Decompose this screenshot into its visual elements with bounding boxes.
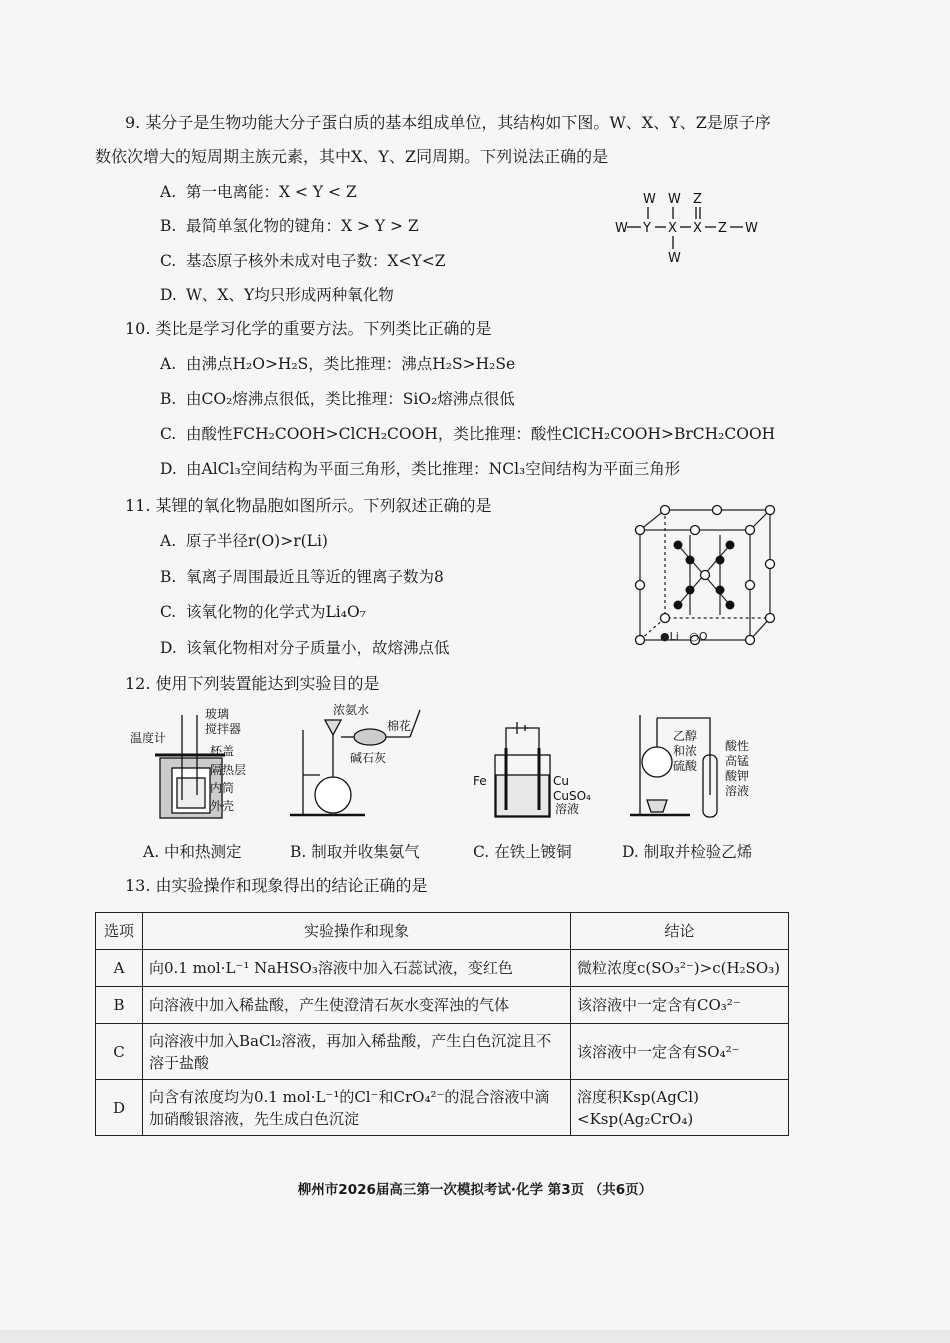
- q12-apparatus-figure: [125, 700, 785, 830]
- row-c-conclusion: 该溶液中一定含有SO₄²⁻: [571, 1024, 789, 1080]
- c-label-cu: Cu: [553, 774, 569, 788]
- q11-legend: [660, 630, 708, 643]
- atom-w-top1: W: [643, 192, 656, 207]
- q10-stem: 10. 类比是学习化学的重要方法。下列类比正确的是: [125, 319, 492, 338]
- q10-option-a: A. 由沸点H₂O>H₂S，类比推理：沸点H₂S>H₂Se: [160, 355, 516, 373]
- q10-option-d: D. 由AlCl₃空间结构为平面三角形，类比推理：NCl₃空间结构为平面三角形: [160, 460, 681, 478]
- q10-option-c: C. 由酸性FCH₂COOH>ClCH₂COOH，类比推理：酸性ClCH₂COOH>BrCH₂COOH: [160, 425, 776, 443]
- a-label-thermometer: 温度计: [130, 731, 167, 745]
- q9-option-d: D. W、X、Y均只形成两种氧化物: [160, 286, 394, 304]
- q11-option-d: D. 该氧化物相对分子质量小，故熔沸点低: [160, 639, 450, 657]
- d-label-k1: 酸性: [725, 739, 750, 753]
- d-label-2: 和浓: [673, 744, 698, 758]
- a-label-lid: 杯盖: [210, 744, 235, 758]
- q12-caption-c: C. 在铁上镀铜: [473, 843, 572, 861]
- a-label-insulation: 隔热层: [210, 763, 247, 777]
- atom-z-top: Z: [693, 192, 702, 207]
- row-a-operation: 向0.1 mol·L⁻¹ NaHSO₃溶液中加入石蕊试液，变红色: [143, 950, 571, 987]
- row-c-operation: 向溶液中加入BaCl₂溶液，再加入稀盐酸，产生白色沉淀且不溶于盐酸: [143, 1024, 571, 1080]
- atom-y: Y: [643, 221, 651, 236]
- c-label-solution: 溶液: [555, 802, 580, 816]
- q13-table: [95, 912, 789, 1136]
- o-legend-icon: ○: [689, 630, 699, 643]
- atom-z-right: Z: [718, 221, 727, 236]
- o-legend-label: O: [698, 630, 708, 643]
- row-c-option: C: [96, 1024, 143, 1080]
- atom-w-left: W: [615, 221, 628, 236]
- q9-option-c: C. 基态原子核外未成对电子数：X<Y<Z: [160, 252, 446, 270]
- atom-x2: X: [693, 221, 702, 236]
- scan-edge: [0, 1330, 950, 1343]
- q10-option-b: B. 由CO₂熔沸点很低，类比推理：SiO₂熔沸点很低: [160, 390, 515, 408]
- c-label-fe: Fe: [473, 774, 487, 788]
- d-label-k3: 酸钾: [725, 769, 750, 783]
- header-conclusion: 结论: [571, 913, 789, 950]
- apparatus-c: [495, 722, 550, 817]
- page-footer: 柳州市2026届高三第一次模拟考试·化学 第3页 （共6页）: [297, 1182, 653, 1198]
- q9-option-a: A. 第一电离能：X < Y < Z: [160, 183, 357, 201]
- d-label-1: 乙醇: [673, 729, 698, 743]
- atom-w-top2: W: [668, 192, 681, 207]
- d-label-k4: 溶液: [725, 784, 750, 798]
- table-row: [96, 1024, 789, 1080]
- a-label-stirrer1: 玻璃: [205, 707, 230, 721]
- row-d-operation: 向含有浓度均为0.1 mol·L⁻¹的Cl⁻和CrO₄²⁻的混合溶液中滴加硝酸银溶液，先生成白色沉淀: [143, 1080, 571, 1136]
- q12-caption-d: D. 制取并检验乙烯: [622, 843, 753, 861]
- header-operation: 实验操作和现象: [143, 913, 571, 950]
- header-option: 选项: [96, 913, 143, 950]
- q11-option-b: B. 氧离子周围最近且等近的锂离子数为8: [160, 568, 444, 586]
- a-label-inner: 内筒: [210, 781, 235, 795]
- b-label-ammonia: 浓氨水: [333, 703, 370, 717]
- atom-x: X: [668, 221, 677, 236]
- atom-w-right: W: [745, 221, 758, 236]
- row-d-option: D: [96, 1080, 143, 1136]
- q12-caption-b: B. 制取并收集氨气: [290, 843, 420, 861]
- q11-crystal-cell: [630, 500, 780, 650]
- q9-structure-diagram: [605, 185, 775, 270]
- b-label-cotton: 棉花: [387, 719, 412, 733]
- q9-stem-line1: 9. 某分子是生物功能大分子蛋白质的基本组成单位，其结构如下图。W、X、Y、Z是原子序: [125, 113, 771, 132]
- row-b-operation: 向溶液中加入稀盐酸，产生使澄清石灰水变浑浊的气体: [143, 987, 571, 1024]
- q12-caption-a: A. 中和热测定: [143, 843, 242, 861]
- d-label-3: 硫酸: [673, 759, 698, 773]
- q9-option-b: B. 最简单氢化物的键角：X > Y > Z: [160, 217, 419, 235]
- table-row: [96, 950, 789, 987]
- q13-stem: 13. 由实验操作和现象得出的结论正确的是: [125, 876, 428, 895]
- q9-stem-line2: 数依次增大的短周期主族元素，其中X、Y、Z同周期。下列说法正确的是: [95, 147, 609, 166]
- row-b-option: B: [96, 987, 143, 1024]
- q11-option-a: A. 原子半径r(O)>r(Li): [160, 532, 328, 550]
- q12-stem: 12. 使用下列装置能达到实验目的是: [125, 674, 380, 693]
- row-a-conclusion: 微粒浓度c(SO₃²⁻)>c(H₂SO₃): [571, 950, 789, 987]
- a-label-stirrer2: 搅拌器: [205, 722, 242, 736]
- d-label-k2: 高锰: [725, 754, 750, 768]
- c-label-cuso4: CuSO₄: [553, 789, 591, 803]
- li-legend-label: Li: [669, 630, 679, 643]
- table-row: [96, 1080, 789, 1136]
- b-label-sodalime: 碱石灰: [350, 751, 387, 765]
- table-row: [96, 987, 789, 1024]
- row-a-option: A: [96, 950, 143, 987]
- q11-stem: 11. 某锂的氧化物晶胞如图所示。下列叙述正确的是: [125, 496, 492, 515]
- li-legend-icon: ●: [660, 630, 670, 643]
- atom-w-bottom: W: [668, 251, 681, 266]
- a-label-outer: 外壳: [210, 799, 235, 813]
- row-b-conclusion: 该溶液中一定含有CO₃²⁻: [571, 987, 789, 1024]
- table-header-row: [96, 913, 789, 950]
- q11-option-c: C. 该氧化物的化学式为Li₄O₇: [160, 603, 366, 621]
- row-d-conclusion: 溶度积Ksp(AgCl)<Ksp(Ag₂CrO₄): [571, 1080, 789, 1136]
